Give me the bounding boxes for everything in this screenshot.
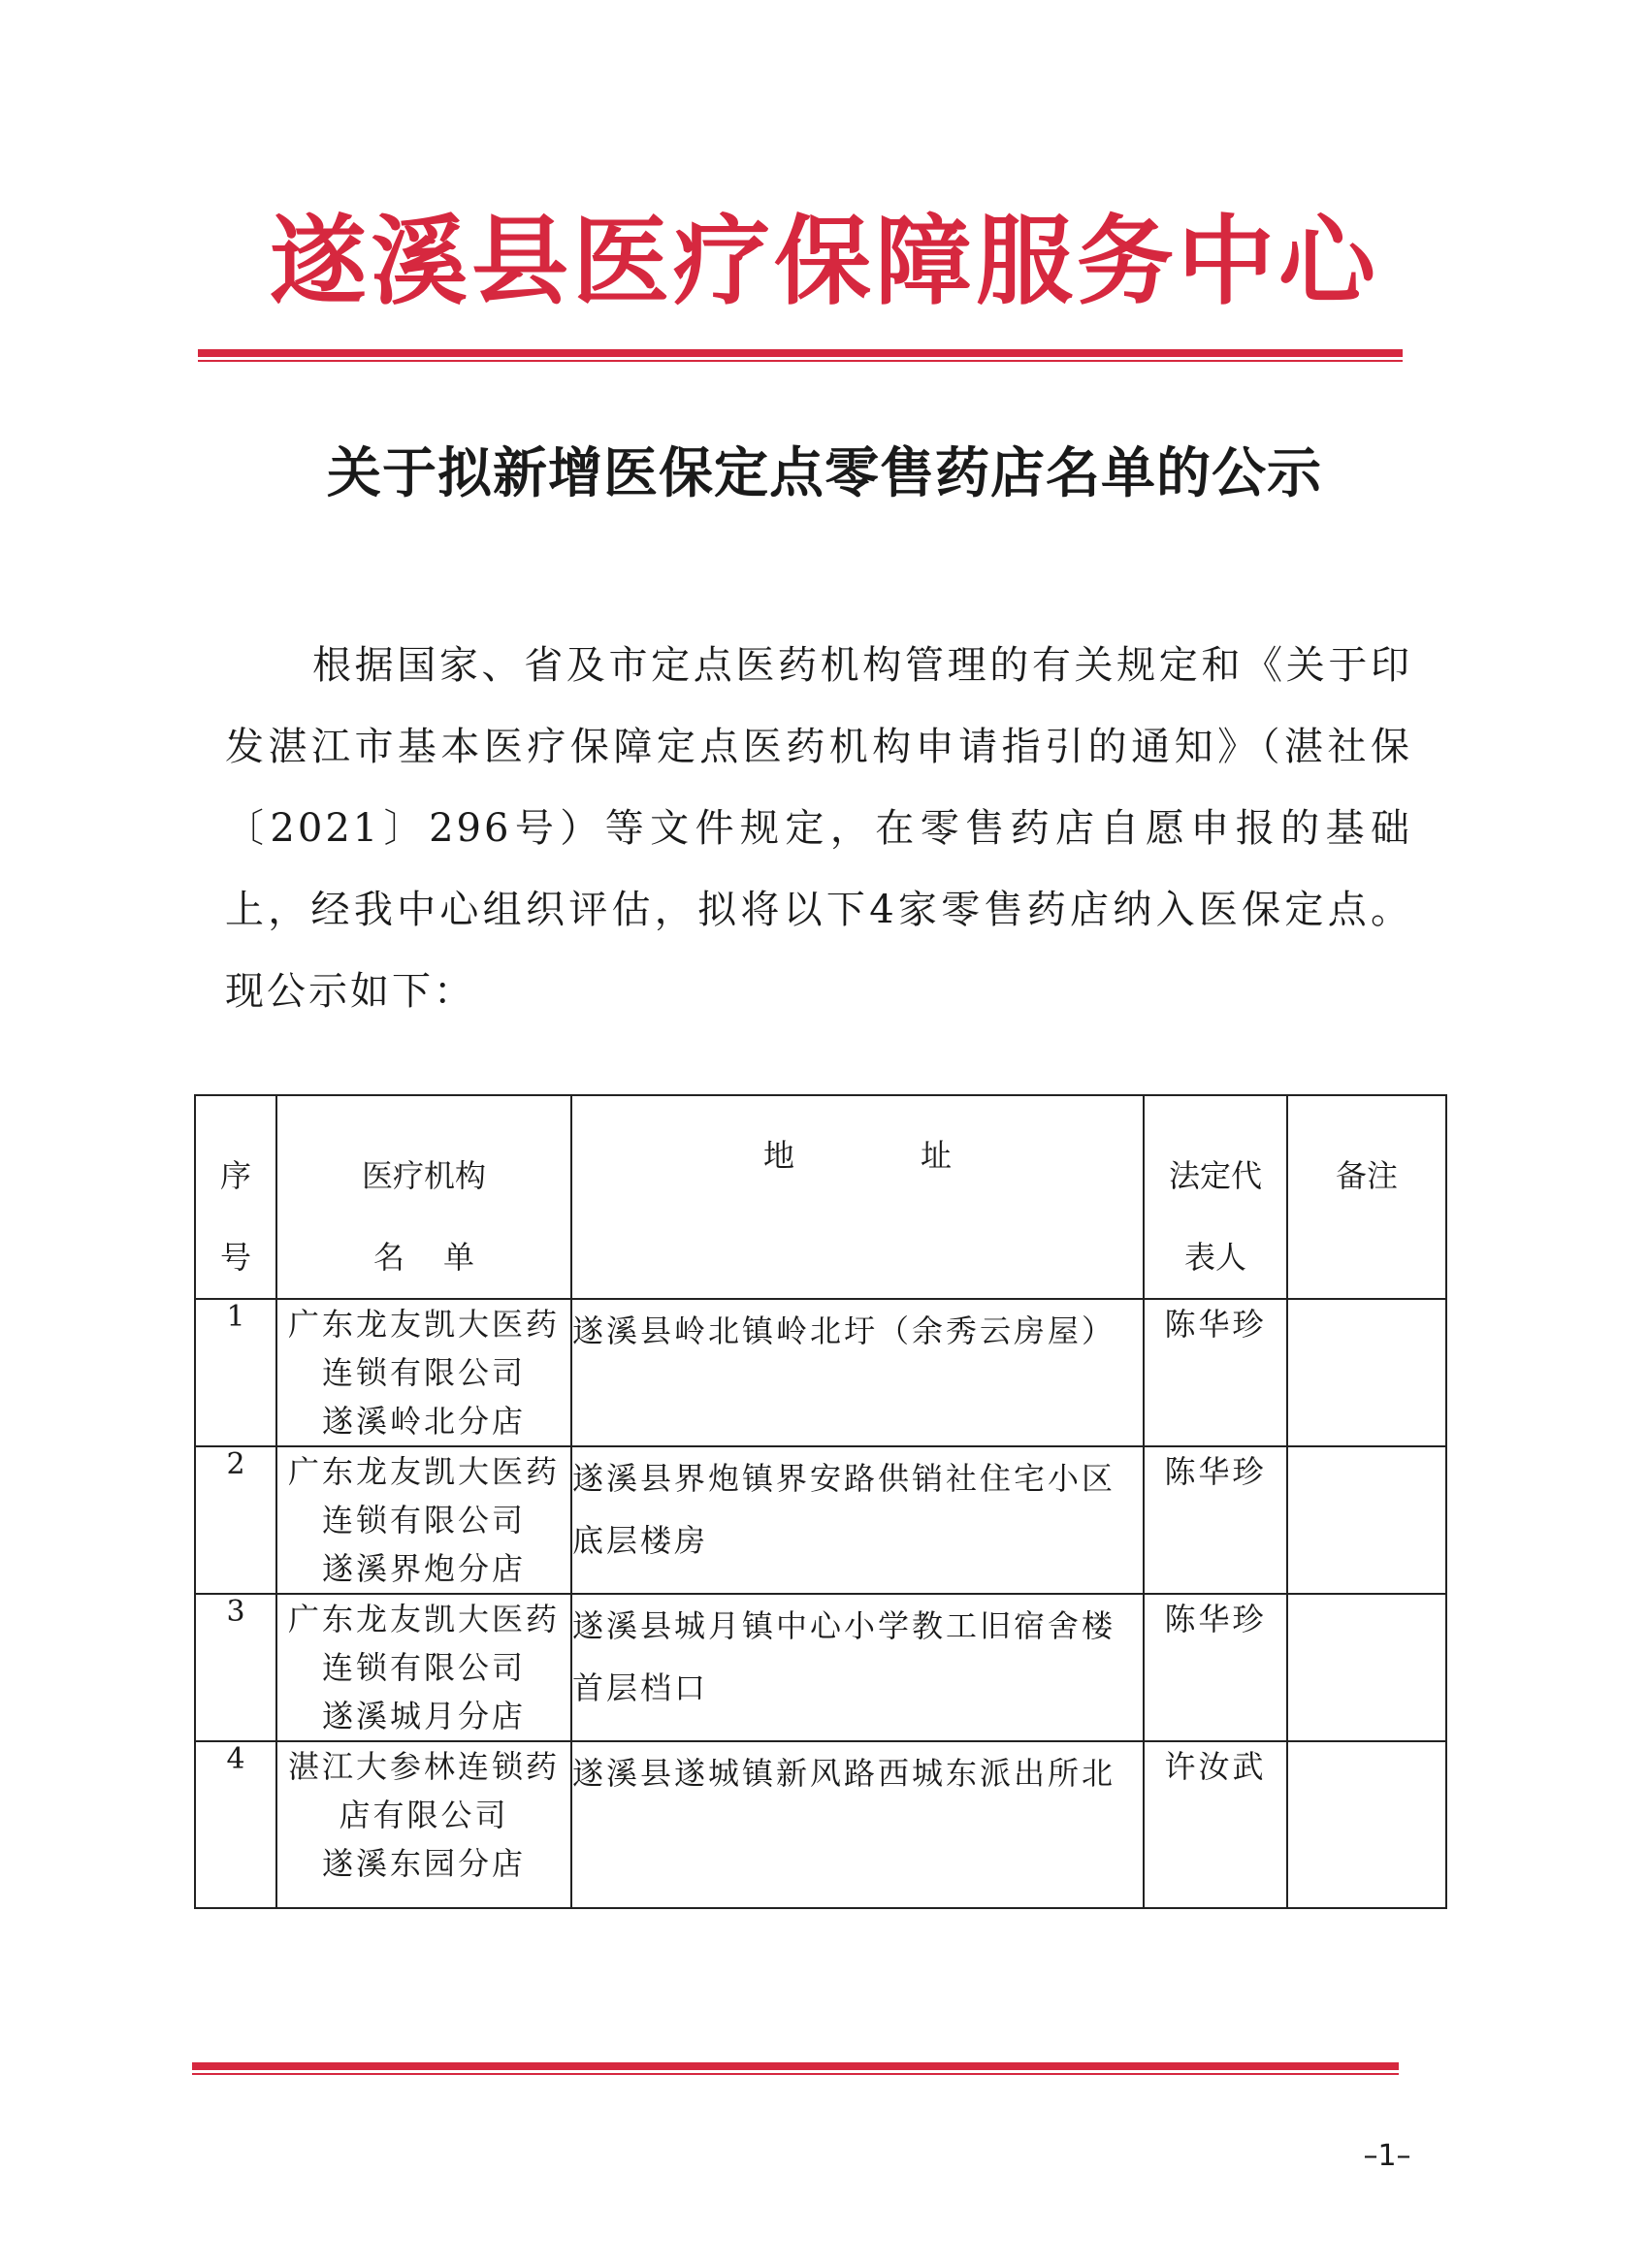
institution-name: 广东龙友凯大医药 连锁有限公司 遂溪城月分店 (276, 1594, 571, 1741)
institution-address: 遂溪县遂城镇新风路西城东派出所北 (571, 1741, 1144, 1908)
row-number: 4 (195, 1741, 276, 1908)
legal-representative: 许汝武 (1144, 1741, 1287, 1908)
remark-cell (1287, 1594, 1446, 1741)
table-row (195, 1299, 1446, 1446)
legal-representative: 陈华珍 (1144, 1594, 1287, 1741)
institution-address: 遂溪县城月镇中心小学教工旧宿舍楼首层档口 (571, 1594, 1144, 1741)
header-serial-number: 序 号 (195, 1095, 276, 1299)
pharmacy-list-table (194, 1094, 1447, 1909)
page-number: –1– (1363, 2139, 1411, 2173)
row-number: 3 (195, 1594, 276, 1741)
legal-representative: 陈华珍 (1144, 1299, 1287, 1446)
header-legal-representative: 法定代 表人 (1144, 1095, 1287, 1299)
table-row (195, 1741, 1446, 1908)
header-institution-name: 医疗机构 名单 (276, 1095, 571, 1299)
body-paragraph: 根据国家、省及市定点医药机构管理的有关规定和《关于印发湛江市基本医疗保障定点医药机构申请指引的通知》（湛社保〔2021〕296号）等文件规定，在零售药店自愿申报的基础上，经我中心组织评估，拟将以下4家零售药店纳入医保定点。现公示如下： (225, 643, 1412, 1014)
institution-name: 广东龙友凯大医药 连锁有限公司 遂溪界炮分店 (276, 1446, 571, 1594)
institution-name: 广东龙友凯大医药 连锁有限公司 遂溪岭北分店 (276, 1299, 571, 1446)
institution-name: 湛江大参林连锁药 店有限公司 遂溪东园分店 (276, 1741, 571, 1908)
legal-representative: 陈华珍 (1144, 1446, 1287, 1594)
institution-address: 遂溪县界炮镇界安路供销社住宅小区底层楼房 (571, 1446, 1144, 1594)
remark-cell (1287, 1299, 1446, 1446)
header-remark: 备注 (1287, 1095, 1446, 1299)
row-number: 2 (195, 1446, 276, 1594)
header-address: 地址 (571, 1095, 1144, 1299)
table-header-row (195, 1095, 1446, 1299)
issuer-masthead: 遂溪县医疗保障服务中心 (270, 205, 1379, 318)
row-number: 1 (195, 1299, 276, 1446)
table-row (195, 1446, 1446, 1594)
document-title: 关于拟新增医保定点零售药店名单的公示 (327, 441, 1322, 505)
remark-cell (1287, 1446, 1446, 1594)
remark-cell (1287, 1741, 1446, 1908)
table-row (195, 1594, 1446, 1741)
footer-divider (192, 2062, 1399, 2075)
institution-address: 遂溪县岭北镇岭北圩（余秀云房屋） (571, 1299, 1144, 1446)
header-divider (198, 349, 1403, 362)
